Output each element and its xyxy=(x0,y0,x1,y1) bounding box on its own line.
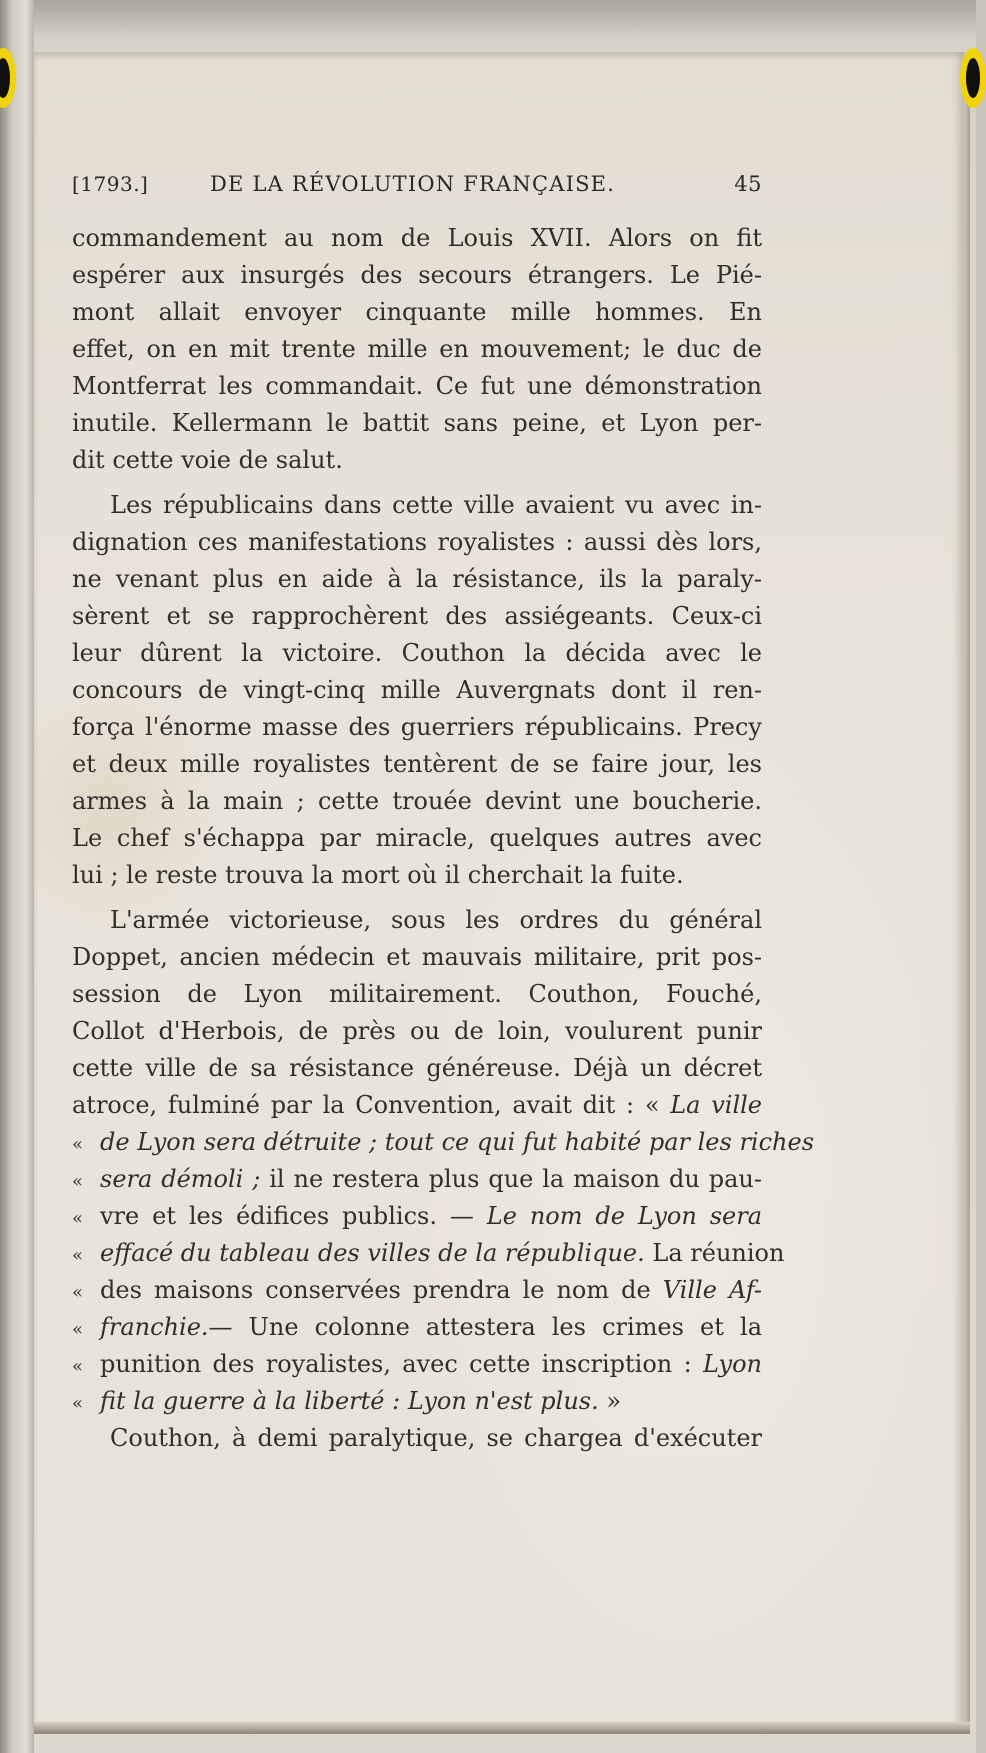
quote-line: « sera démoli ; il ne restera plus que la maison du pau- xyxy=(72,1161,762,1198)
text-line: et deux mille royalistes tentèrent de se faire jour, les xyxy=(72,750,762,778)
quote-line: « fit la guerre à la liberté : Lyon n'est plus. » xyxy=(72,1383,762,1420)
guillemet: « xyxy=(72,1393,84,1414)
text-line: lui ; le reste trouva la mort où il cherchait la fuite. xyxy=(72,861,684,889)
guillemet: « xyxy=(72,1282,84,1303)
text-line: armes à la main ; cette trouée devint une boucherie. xyxy=(72,787,762,815)
text-line: concours de vingt-cinq mille Auvergnats dont il ren- xyxy=(72,676,762,704)
text-line: Doppet, ancien médecin et mauvais militaire, prit pos- xyxy=(72,943,762,971)
text-line: mont allait envoyer cinquante mille hommes. En xyxy=(72,298,762,326)
text-line: atroce, fulminé par la Convention, avait dit : « La ville xyxy=(72,1091,762,1119)
page-edge-bottom xyxy=(34,1722,970,1734)
text-line: espérer aux insurgés des secours étrangers. Le Pié- xyxy=(72,261,762,289)
text-line: força l'énorme masse des guerriers républicains. Precy xyxy=(72,713,762,741)
quote-line: « de Lyon sera détruite ; tout ce qui fut habité par les riches xyxy=(72,1124,762,1161)
text-line: ne venant plus en aide à la résistance, ils la paraly- xyxy=(72,565,762,593)
text-line: leur dûrent la victoire. Couthon la décida avec le xyxy=(72,639,762,667)
text-line: inutile. Kellermann le battit sans peine, et Lyon per- xyxy=(72,409,762,437)
text-line: session de Lyon militairement. Couthon, Fouché, xyxy=(72,980,762,1008)
header-year: [1793.] xyxy=(72,172,149,196)
text-line: Les républicains dans cette ville avaient vu avec in- xyxy=(110,491,762,519)
text-line: sèrent et se rapprochèrent des assiégeants. Ceux-ci xyxy=(72,602,762,630)
body-text xyxy=(72,220,815,1457)
text-line: Collot d'Herbois, de près ou de loin, voulurent punir xyxy=(72,1017,762,1045)
guillemet: « xyxy=(72,1208,84,1229)
quote-line: « vre et les édifices publics. — Le nom de Lyon sera xyxy=(72,1198,762,1235)
text-line: commandement au nom de Louis XVII. Alors on fit xyxy=(72,224,762,252)
guillemet: « xyxy=(72,1319,84,1340)
quote-line: « punition des royalistes, avec cette inscription : Lyon xyxy=(72,1346,762,1383)
text-line: dit cette voie de salut. xyxy=(72,446,343,474)
scan-marker-right-icon xyxy=(960,48,986,108)
text-line: L'armée victorieuse, sous les ordres du général xyxy=(110,906,762,934)
guillemet: « xyxy=(72,1245,84,1266)
guillemet: « xyxy=(72,1356,84,1377)
guillemet: « xyxy=(72,1171,84,1192)
text-line: Montferrat les commandait. Ce fut une démonstration xyxy=(72,372,762,400)
text-line: cette ville de sa résistance généreuse. Déjà un décret xyxy=(72,1054,762,1082)
page-header xyxy=(72,172,762,206)
running-title: DE LA RÉVOLUTION FRANÇAISE. xyxy=(210,172,616,196)
text-line: Le chef s'échappa par miracle, quelques autres avec xyxy=(72,824,762,852)
text-line: dignation ces manifestations royalistes : aussi dès lors, xyxy=(72,528,762,556)
book-binding-gutter xyxy=(0,0,34,1753)
quote-line: « effacé du tableau des villes de la république. La réunion xyxy=(72,1235,762,1272)
page-edge-right xyxy=(964,52,970,1732)
guillemet: « xyxy=(72,1134,84,1155)
text-line: effet, on en mit trente mille en mouvement; le duc de xyxy=(72,335,762,363)
quote-line: « des maisons conservées prendra le nom de Ville Af- xyxy=(72,1272,762,1309)
quote-line: « franchie.— Une colonne attestera les crimes et la xyxy=(72,1309,762,1346)
page-number: 45 xyxy=(734,172,762,196)
scan-marker-left-icon xyxy=(0,48,16,108)
text-line: Couthon, à demi paralytique, se chargea d'exécuter xyxy=(110,1424,762,1452)
